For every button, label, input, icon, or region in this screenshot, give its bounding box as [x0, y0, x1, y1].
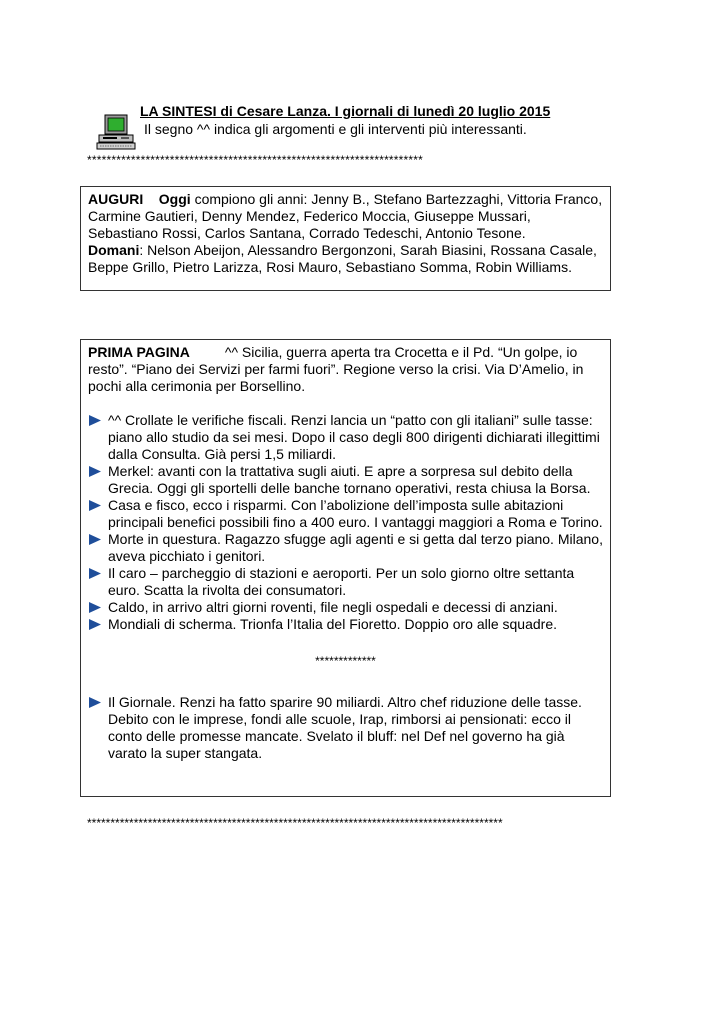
- arrow-bullet-icon: [89, 697, 101, 708]
- computer-icon: [96, 114, 136, 150]
- list-item: Caldo, in arrivo altri giorni roventi, file negli ospedali e decessi di anziani.: [88, 599, 603, 616]
- tomorrow-label: Domani: [88, 242, 140, 258]
- arrow-bullet-icon: [89, 602, 101, 613]
- arrow-bullet-icon: [89, 534, 101, 545]
- today-label: Oggi: [158, 191, 191, 207]
- auguri-box: [80, 186, 611, 291]
- separator-bottom: *****************************************************************************************: [87, 816, 503, 830]
- arrow-bullet-icon: [89, 466, 101, 477]
- prima-pagina-lead: [88, 344, 603, 395]
- lead-text: ^^ Sicilia, guerra aperta tra Crocetta e il Pd. “Un golpe, io resto”. “Piano dei Servizi per farmi fuori”. Regione verso la crisi. Via D’Amelio, in pochi alla cerimonia per Borsellino.: [88, 344, 584, 394]
- list-item: Merkel: avanti con la trattativa sugli aiuti. E apre a sorpresa sul debito della Grecia. Oggi gli sportelli delle banche tornano operativi, resta chiusa la Borsa.: [88, 463, 603, 497]
- separator-top: *********************************************************************: [87, 153, 424, 167]
- tomorrow-text: : Nelson Abeijon, Alessandro Bergonzoni, Sarah Biasini, Rossana Casale, Beppe Grillo, Pietro Larizza, Rosi Mauro, Sebastiano Somma, Robin Williams.: [88, 242, 597, 275]
- list-item: Casa e fisco, ecco i risparmi. Con l’abolizione dell’imposta sulle abitazioni principali benefici possibili fino a 400 euro. I vantaggi maggiori a Roma e Torino.: [88, 497, 603, 531]
- today-text: compiono gli anni: Jenny B., Stefano Bartezzaghi, Vittoria Franco, Carmine Gautieri, Denny Mendez, Federico Moccia, Giuseppe Mussari, Sebastiano Rossi, Carlos Santana, Corrado Tedeschi, Antonio Tesone.: [88, 191, 603, 241]
- list-item: Morte in questura. Ragazzo sfugge agli agenti e si getta dal terzo piano. Milano, aveva picchiato i genitori.: [88, 531, 603, 565]
- prima-pagina-label: PRIMA PAGINA: [88, 344, 190, 360]
- auguri-label: AUGURI: [88, 191, 144, 207]
- list-item: Il Giornale. Renzi ha fatto sparire 90 miliardi. Altro chef riduzione delle tasse. Debito con le imprese, fondi alle scuole, Irap, rimborsi ai pensionati: ecco il conto delle promesse mancate. Svelato il bluff: nel Def nel governo ha già varato la super stangata.: [88, 694, 603, 762]
- list-item: ^^ Crollate le verifiche fiscali. Renzi lancia un “patto con gli italiani” sulle tasse: piano allo studio da sei mesi. Dopo il caso degli 800 dirigenti dichiarati illegittimi dalla Consulta. Già persi 1,5 miliardi.: [88, 412, 603, 463]
- news-list-2: [88, 694, 603, 762]
- page-subtitle: Il segno ^^ indica gli argomenti e gli interventi più interessanti.: [144, 121, 527, 137]
- arrow-bullet-icon: [89, 619, 101, 630]
- arrow-bullet-icon: [89, 415, 101, 426]
- arrow-bullet-icon: [89, 500, 101, 511]
- prima-pagina-box: [80, 339, 611, 797]
- list-item: Il caro – parcheggio di stazioni e aeroporti. Per un solo giorno oltre settanta euro. Scatta la rivolta dei consumatori.: [88, 565, 603, 599]
- news-list: [88, 412, 603, 633]
- list-item: Mondiali di scherma. Trionfa l’Italia del Fioretto. Doppio oro alle squadre.: [88, 616, 603, 633]
- separator-middle: *************: [315, 654, 376, 668]
- page-title: LA SINTESI di Cesare Lanza. I giornali di lunedì 20 luglio 2015: [140, 103, 551, 119]
- arrow-bullet-icon: [89, 568, 101, 579]
